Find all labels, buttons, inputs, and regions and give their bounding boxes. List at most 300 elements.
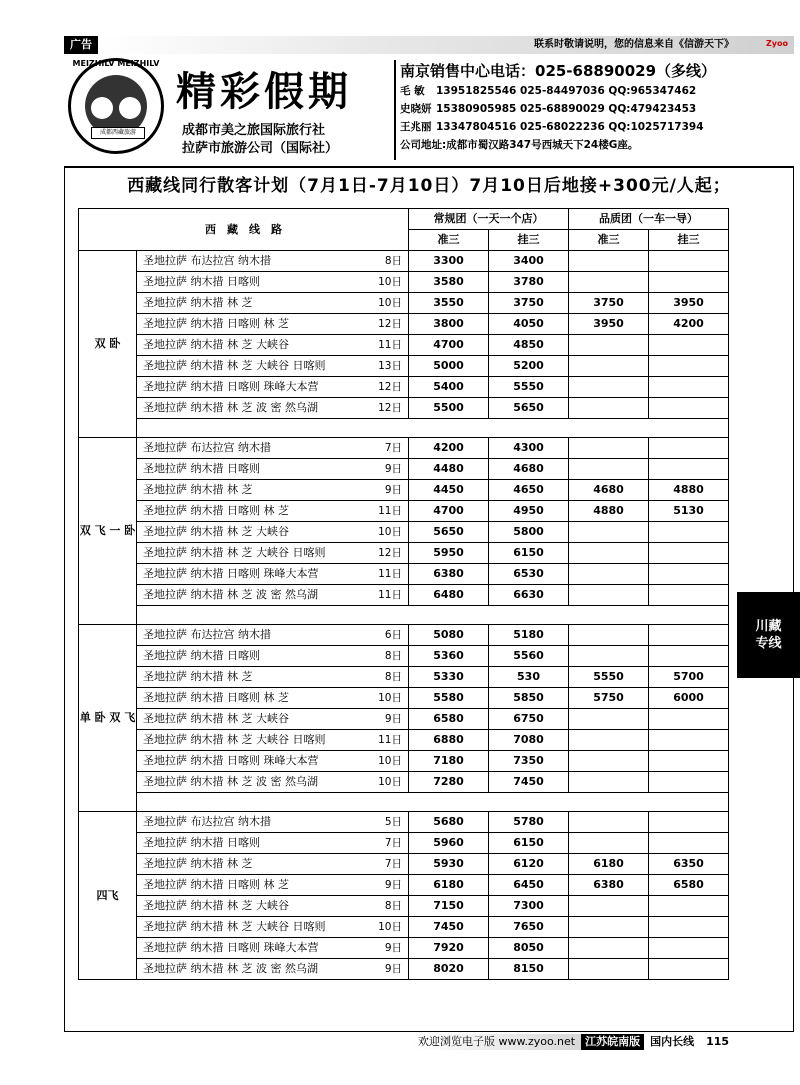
route-cell: [137, 377, 409, 398]
subheader-cell: 挂三: [649, 230, 729, 251]
price-cell: 3800: [409, 314, 489, 335]
price-cell: 5180: [489, 625, 569, 646]
price-cell: 5930: [409, 854, 489, 875]
table-row: [79, 730, 729, 751]
price-cell: [569, 709, 649, 730]
route-name: 圣地拉萨 纳木措 林 芝 大峡谷: [143, 338, 289, 351]
group-spacer-row: [79, 606, 729, 625]
price-cell: 5580: [409, 688, 489, 709]
route-days: 7日: [384, 442, 402, 454]
route-cell: [137, 709, 409, 730]
group-spacer-row: [79, 419, 729, 438]
price-cell: 5550: [489, 377, 569, 398]
contact-name: 王兆丽: [400, 121, 432, 133]
price-cell: 5680: [409, 812, 489, 833]
table-row: [79, 688, 729, 709]
route-header: 西 藏 线 路: [79, 209, 409, 251]
price-cell: [649, 730, 729, 751]
route-cell: [137, 585, 409, 606]
price-cell: [569, 438, 649, 459]
table-row: [79, 667, 729, 688]
route-days: 7日: [384, 837, 402, 849]
price-cell: 6580: [649, 875, 729, 896]
contact-info: 15380905985 025-68890029 QQ:479423453: [436, 103, 697, 115]
table-row: [79, 917, 729, 938]
route-days: 13日: [378, 360, 402, 372]
route-cell: [137, 812, 409, 833]
price-cell: [569, 812, 649, 833]
price-cell: 7450: [489, 772, 569, 793]
table-header-row: [79, 209, 729, 230]
route-days: 12日: [378, 381, 402, 393]
price-cell: 7650: [489, 917, 569, 938]
route-name: 圣地拉萨 纳木措 日喀则 珠峰大本营: [143, 567, 319, 580]
price-cell: 5000: [409, 356, 489, 377]
price-cell: [649, 751, 729, 772]
price-cell: [649, 356, 729, 377]
route-name: 圣地拉萨 纳木措 日喀则 林 芝: [143, 878, 289, 891]
price-cell: [569, 543, 649, 564]
route-cell: [137, 896, 409, 917]
price-cell: 6380: [569, 875, 649, 896]
price-cell: 3950: [569, 314, 649, 335]
price-cell: 5700: [649, 667, 729, 688]
price-table: [78, 208, 729, 980]
route-name: 圣地拉萨 布达拉宫 纳木措: [143, 628, 271, 641]
price-cell: [569, 585, 649, 606]
price-cell: 6580: [409, 709, 489, 730]
table-row: [79, 938, 729, 959]
price-cell: [569, 459, 649, 480]
route-name: 圣地拉萨 纳木措 日喀则 珠峰大本营: [143, 380, 319, 393]
spacer-cell: [137, 419, 729, 438]
route-cell: [137, 314, 409, 335]
contact-info: 13347804516 025-68022236 QQ:1025717394: [436, 121, 704, 133]
price-cell: 6630: [489, 585, 569, 606]
table-row: [79, 709, 729, 730]
price-cell: 6350: [649, 854, 729, 875]
route-cell: [137, 625, 409, 646]
route-cell: [137, 564, 409, 585]
subheader-cell: 准三: [409, 230, 489, 251]
price-cell: [649, 938, 729, 959]
ad-tag: 广告: [64, 36, 98, 54]
contact-line: [400, 118, 800, 136]
price-cell: 5130: [649, 501, 729, 522]
price-cell: 5650: [489, 398, 569, 419]
route-cell: [137, 543, 409, 564]
price-cell: 5360: [409, 646, 489, 667]
table-row: [79, 272, 729, 293]
price-cell: 7450: [409, 917, 489, 938]
price-cell: [649, 377, 729, 398]
price-cell: [649, 459, 729, 480]
price-cell: 5330: [409, 667, 489, 688]
price-cell: [569, 522, 649, 543]
price-cell: [569, 335, 649, 356]
schedule-banner: 西藏线同行散客计划（7月1日-7月10日）7月10日后地接+300元/人起；: [127, 176, 731, 196]
route-days: 9日: [384, 942, 402, 954]
price-cell: 3950: [649, 293, 729, 314]
agency-names: [182, 122, 338, 158]
route-name: 圣地拉萨 纳木措 日喀则: [143, 649, 260, 662]
table-row: [79, 896, 729, 917]
transport-category: 单 卧 双 飞: [79, 625, 137, 812]
price-cell: [649, 625, 729, 646]
price-cell: [569, 917, 649, 938]
table-row: [79, 251, 729, 272]
contact-line: [400, 100, 800, 118]
price-cell: [569, 833, 649, 854]
route-days: 10日: [378, 921, 402, 933]
price-cell: 4650: [489, 480, 569, 501]
route-cell: [137, 438, 409, 459]
price-cell: 3550: [409, 293, 489, 314]
route-name: 圣地拉萨 纳木措 林 芝 大峡谷 日喀则: [143, 546, 326, 559]
price-cell: [649, 251, 729, 272]
price-cell: 7150: [409, 896, 489, 917]
route-cell: [137, 501, 409, 522]
publication-logo: Zyoo: [765, 39, 788, 48]
route-name: 圣地拉萨 纳木措 日喀则 林 芝: [143, 504, 289, 517]
price-cell: 3750: [489, 293, 569, 314]
price-cell: 3400: [489, 251, 569, 272]
price-cell: 5400: [409, 377, 489, 398]
price-cell: 8050: [489, 938, 569, 959]
price-cell: 6450: [489, 875, 569, 896]
route-days: 10日: [378, 692, 402, 704]
price-cell: 6750: [489, 709, 569, 730]
table-row: [79, 377, 729, 398]
route-name: 圣地拉萨 纳木措 林 芝 波 密 然乌湖: [143, 401, 318, 414]
table-row: [79, 356, 729, 377]
route-name: 圣地拉萨 纳木措 林 芝 大峡谷 日喀则: [143, 359, 326, 372]
contact-name: 史晓妍: [400, 103, 432, 115]
price-cell: 4700: [409, 501, 489, 522]
route-days: 9日: [384, 879, 402, 891]
route-cell: [137, 272, 409, 293]
route-name: 圣地拉萨 纳木措 日喀则 林 芝: [143, 317, 289, 330]
price-cell: [569, 625, 649, 646]
price-cell: [569, 398, 649, 419]
price-cell: 4950: [489, 501, 569, 522]
footer-section: 国内长线: [650, 1035, 695, 1048]
price-cell: 6000: [649, 688, 729, 709]
regular-tour-header: 常规团（一天一个店）: [409, 209, 569, 230]
route-name: 圣地拉萨 纳木措 林 芝 大峡谷: [143, 525, 289, 538]
price-cell: 4480: [409, 459, 489, 480]
price-cell: [649, 646, 729, 667]
route-name: 圣地拉萨 纳木措 林 芝 大峡谷: [143, 899, 289, 912]
advertiser-header: [64, 54, 794, 168]
price-cell: [569, 730, 649, 751]
price-cell: 5780: [489, 812, 569, 833]
price-cell: 4700: [409, 335, 489, 356]
route-name: 圣地拉萨 布达拉宫 纳木措: [143, 815, 271, 828]
route-cell: [137, 751, 409, 772]
route-days: 8日: [384, 650, 402, 662]
page-footer: [412, 1034, 735, 1050]
route-name: 圣地拉萨 纳木措 日喀则 珠峰大本营: [143, 941, 319, 954]
price-cell: [649, 398, 729, 419]
price-cell: 8020: [409, 959, 489, 980]
price-cell: 3580: [409, 272, 489, 293]
route-days: 10日: [378, 526, 402, 538]
price-cell: 4680: [569, 480, 649, 501]
spacer-cell: [137, 793, 729, 812]
price-cell: 5560: [489, 646, 569, 667]
price-cell: 7180: [409, 751, 489, 772]
price-cell: 4880: [569, 501, 649, 522]
route-name: 圣地拉萨 布达拉宫 纳木措: [143, 254, 271, 267]
price-cell: [569, 959, 649, 980]
table-row: [79, 459, 729, 480]
route-cell: [137, 293, 409, 314]
route-cell: [137, 459, 409, 480]
table-row: [79, 585, 729, 606]
price-cell: 5500: [409, 398, 489, 419]
footer-browse-link[interactable]: 欢迎浏览电子版 www.zyoo.net: [412, 1034, 581, 1050]
price-cell: [649, 522, 729, 543]
price-cell: 4050: [489, 314, 569, 335]
price-cell: [569, 938, 649, 959]
price-cell: 6480: [409, 585, 489, 606]
price-cell: [569, 646, 649, 667]
route-cell: [137, 833, 409, 854]
route-days: 7日: [384, 858, 402, 870]
price-cell: 5200: [489, 356, 569, 377]
route-days: 11日: [378, 589, 402, 601]
route-days: 9日: [384, 484, 402, 496]
footer-edition: 江苏皖南版: [581, 1034, 644, 1050]
price-cell: [569, 564, 649, 585]
route-name: 圣地拉萨 纳木措 林 芝: [143, 483, 253, 496]
transport-category: 双 卧: [79, 251, 137, 438]
price-cell: 4200: [409, 438, 489, 459]
price-cell: 7350: [489, 751, 569, 772]
price-cell: 5800: [489, 522, 569, 543]
table-row: [79, 335, 729, 356]
route-days: 10日: [378, 297, 402, 309]
price-cell: 4880: [649, 480, 729, 501]
price-cell: 3780: [489, 272, 569, 293]
route-cell: [137, 646, 409, 667]
table-row: [79, 501, 729, 522]
price-cell: [649, 959, 729, 980]
route-name: 圣地拉萨 纳木措 林 芝 大峡谷 日喀则: [143, 733, 326, 746]
group-spacer-row: [79, 793, 729, 812]
price-cell: [649, 585, 729, 606]
contact-name: 毛 敏: [400, 85, 425, 97]
price-cell: 6180: [409, 875, 489, 896]
route-name: 圣地拉萨 纳木措 林 芝: [143, 670, 253, 683]
price-cell: [649, 438, 729, 459]
price-cell: [569, 272, 649, 293]
price-cell: [649, 564, 729, 585]
price-cell: [649, 917, 729, 938]
price-cell: [649, 543, 729, 564]
route-cell: [137, 730, 409, 751]
price-cell: 8150: [489, 959, 569, 980]
route-name: 圣地拉萨 纳木措 林 芝 波 密 然乌湖: [143, 775, 318, 788]
route-days: 6日: [384, 629, 402, 641]
route-cell: [137, 480, 409, 501]
route-days: 8日: [384, 671, 402, 683]
route-name: 圣地拉萨 纳木措 日喀则 林 芝: [143, 691, 289, 704]
route-cell: [137, 251, 409, 272]
premium-tour-header: 品质团（一车一导）: [569, 209, 729, 230]
source-note: 联系时敬请说明，您的信息来自《信游天下》: [534, 39, 734, 50]
route-cell: [137, 522, 409, 543]
table-row: [79, 522, 729, 543]
route-name: 圣地拉萨 纳木措 日喀则: [143, 462, 260, 475]
route-days: 11日: [378, 568, 402, 580]
route-days: 9日: [384, 963, 402, 975]
table-row: [79, 875, 729, 896]
company-address: 公司地址:成都市蜀汉路347号西城天下24楼G座。: [400, 139, 639, 151]
table-row: [79, 564, 729, 585]
table-row: [79, 833, 729, 854]
table-row: [79, 812, 729, 833]
price-cell: 4680: [489, 459, 569, 480]
route-days: 12日: [378, 402, 402, 414]
route-days: 11日: [378, 339, 402, 351]
price-cell: 530: [489, 667, 569, 688]
route-cell: [137, 875, 409, 896]
sales-hotline: 南京销售中心电话：025-68890029（多线）: [400, 62, 717, 80]
route-name: 圣地拉萨 布达拉宫 纳木措: [143, 441, 271, 454]
price-cell: 4200: [649, 314, 729, 335]
price-cell: [569, 772, 649, 793]
page-number: 115: [706, 1035, 730, 1048]
route-name: 圣地拉萨 纳木措 日喀则 珠峰大本营: [143, 754, 319, 767]
route-name: 圣地拉萨 纳木措 日喀则: [143, 836, 260, 849]
route-name: 圣地拉萨 纳木措 林 芝: [143, 296, 253, 309]
price-cell: 6880: [409, 730, 489, 751]
table-row: [79, 543, 729, 564]
table-row: [79, 646, 729, 667]
price-cell: [649, 833, 729, 854]
price-cell: [649, 772, 729, 793]
agency-line-1: 成都市美之旅国际旅行社: [182, 123, 326, 138]
route-name: 圣地拉萨 纳木措 林 芝 大峡谷: [143, 712, 289, 725]
route-days: 8日: [384, 900, 402, 912]
route-name: 圣地拉萨 纳木措 林 芝 大峡谷 日喀则: [143, 920, 326, 933]
price-cell: 4450: [409, 480, 489, 501]
price-cell: 6530: [489, 564, 569, 585]
table-row: [79, 314, 729, 335]
table-row: [79, 772, 729, 793]
price-cell: 7300: [489, 896, 569, 917]
contact-info: 13951825546 025-84497036 QQ:965347462: [436, 85, 697, 97]
route-cell: [137, 335, 409, 356]
table-row: [79, 480, 729, 501]
price-cell: 7080: [489, 730, 569, 751]
table-row: [79, 293, 729, 314]
panda-icon: [119, 97, 141, 119]
table-row: [79, 959, 729, 980]
price-cell: [569, 377, 649, 398]
route-cell: [137, 772, 409, 793]
price-cell: 5080: [409, 625, 489, 646]
contact-list: [400, 82, 800, 136]
route-days: 11日: [378, 505, 402, 517]
price-cell: 5850: [489, 688, 569, 709]
price-cell: 6150: [489, 833, 569, 854]
route-cell: [137, 688, 409, 709]
route-days: 9日: [384, 713, 402, 725]
price-cell: 5550: [569, 667, 649, 688]
price-cell: 5750: [569, 688, 649, 709]
price-cell: [569, 751, 649, 772]
route-days: 10日: [378, 276, 402, 288]
price-cell: 4300: [489, 438, 569, 459]
route-name: 圣地拉萨 纳木措 林 芝 波 密 然乌湖: [143, 588, 318, 601]
price-cell: 6120: [489, 854, 569, 875]
route-days: 10日: [378, 755, 402, 767]
seal-ribbon: 成都西藏旅游: [91, 127, 145, 139]
route-days: 9日: [384, 463, 402, 475]
price-cell: 6150: [489, 543, 569, 564]
transport-category: 四飞: [79, 812, 137, 980]
subheader-cell: 准三: [569, 230, 649, 251]
price-cell: [569, 356, 649, 377]
subheader-cell: 挂三: [489, 230, 569, 251]
route-name: 圣地拉萨 纳木措 林 芝: [143, 857, 253, 870]
price-cell: 5960: [409, 833, 489, 854]
price-cell: 4850: [489, 335, 569, 356]
price-cell: 3300: [409, 251, 489, 272]
table-row: [79, 438, 729, 459]
table-row: [79, 854, 729, 875]
company-seal-logo: [68, 58, 164, 154]
price-cell: [569, 251, 649, 272]
panda-icon: [91, 97, 113, 119]
price-cell: [569, 896, 649, 917]
brand-title: 精彩假期: [176, 68, 352, 115]
route-cell: [137, 667, 409, 688]
route-days: 11日: [378, 734, 402, 746]
price-cell: 5950: [409, 543, 489, 564]
price-cell: 6180: [569, 854, 649, 875]
price-cell: [649, 896, 729, 917]
price-cell: 5650: [409, 522, 489, 543]
route-category-tab: [737, 592, 800, 678]
table-row: [79, 751, 729, 772]
price-cell: 6380: [409, 564, 489, 585]
price-cell: [649, 335, 729, 356]
route-cell: [137, 959, 409, 980]
price-cell: 3750: [569, 293, 649, 314]
price-cell: [649, 709, 729, 730]
price-cell: [649, 812, 729, 833]
route-category-label: 川藏专线: [755, 619, 782, 651]
route-cell: [137, 938, 409, 959]
price-cell: [649, 272, 729, 293]
route-days: 8日: [384, 255, 402, 267]
route-days: 10日: [378, 776, 402, 788]
route-cell: [137, 917, 409, 938]
route-days: 12日: [378, 318, 402, 330]
seal-arc-text: MEIZHILV MEIZHILV: [72, 59, 160, 68]
price-cell: 7280: [409, 772, 489, 793]
price-cell: 7920: [409, 938, 489, 959]
table-row: [79, 398, 729, 419]
contact-line: [400, 82, 800, 100]
spacer-cell: [137, 606, 729, 625]
route-days: 5日: [384, 816, 402, 828]
transport-category: 双 飞 一 卧: [79, 438, 137, 625]
